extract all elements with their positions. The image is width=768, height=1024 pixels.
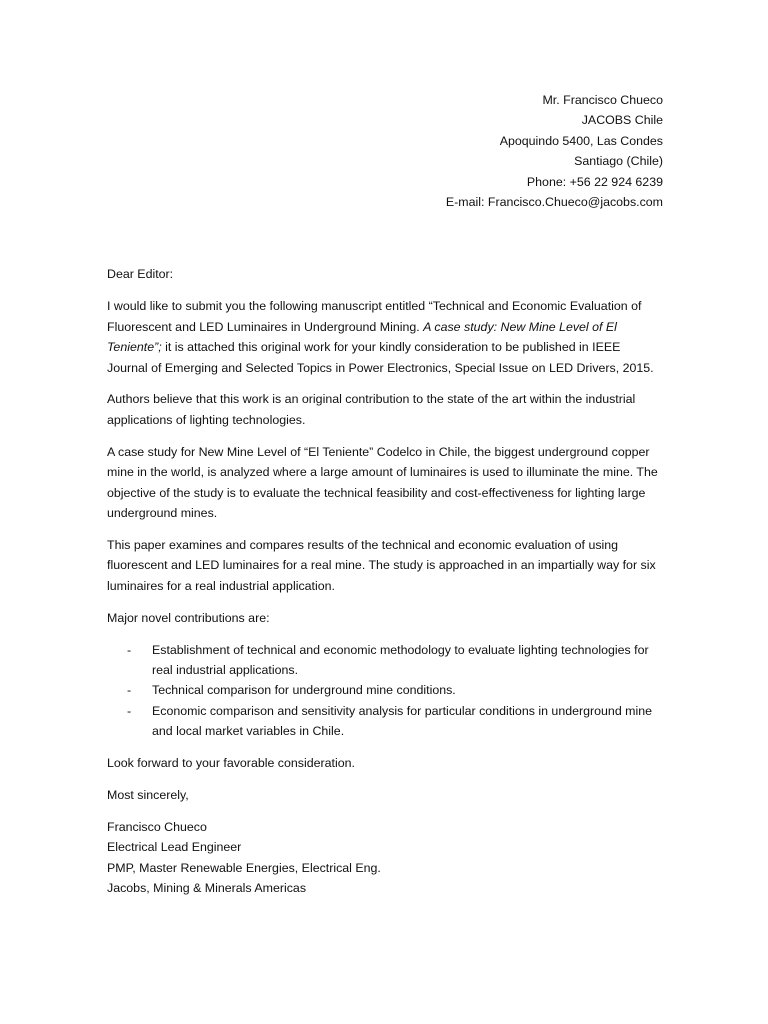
intro-paragraph xyxy=(107,296,663,378)
sender-phone: Phone: +56 22 924 6239 xyxy=(526,174,663,189)
signature-name: Francisco Chueco xyxy=(107,819,207,834)
authors-paragraph: Authors believe that this work is an original contribution to the state of the art within the industrial applications of lighting technologies. xyxy=(107,392,636,427)
bullet-dash: - xyxy=(127,642,132,657)
signature-credentials: PMP, Master Renewable Energies, Electrical Eng. xyxy=(107,860,381,875)
list-item xyxy=(107,680,663,700)
intro-text-part1: I would like to submit you the following manuscript entitled “Technical and Economic Evaluation of Fluorescent and LED Luminaires in Underground Mining. xyxy=(107,299,642,334)
intro-text-part2: it is attached this original work for your kindly consideration to be published in IEEE Journal of Emerging and Selected Topics in Power Electronics, Special Issue on LED Drivers, 2015. xyxy=(107,340,654,375)
bullet-dash: - xyxy=(127,703,132,718)
sender-street-address: Apoquindo 5400, Las Condes xyxy=(499,133,663,148)
contributions-list xyxy=(107,640,663,742)
signature-block xyxy=(107,817,663,899)
contribution-text: Economic comparison and sensitivity analysis for particular conditions in underground mine and local market variables in Chile. xyxy=(152,703,653,739)
sender-address-block xyxy=(107,90,663,212)
sender-name: Mr. Francisco Chueco xyxy=(542,93,663,107)
examines-paragraph: This paper examines and compares results of the technical and economic evaluation of using fluorescent and LED luminaires for a real mine. The study is approached in an impartially way for six luminaires for a real industrial application. xyxy=(107,537,656,593)
contribution-text: Establishment of technical and economic methodology to evaluate lighting technologies for real industrial applications. xyxy=(152,642,649,677)
signature-company: Jacobs, Mining & Minerals Americas xyxy=(107,881,307,896)
list-item xyxy=(107,701,663,742)
intro-italic-subtitle: A case study: New Mine Level of El Teniente”; xyxy=(107,319,617,355)
bullet-dash: - xyxy=(127,683,132,698)
closing-sincerely: Most sincerely, xyxy=(107,787,189,802)
sender-email: E-mail: Francisco.Chueco@jacobs.com xyxy=(445,195,663,210)
cover-letter xyxy=(107,90,663,899)
contribution-text: Technical comparison for underground mine conditions. xyxy=(152,683,456,698)
list-item xyxy=(107,640,663,681)
case-study-paragraph: A case study for New Mine Level of “El Teniente” Codelco in Chile, the biggest underground copper mine in the world, is analyzed where a large amount of luminaires is used to illuminate the mine. The objective of the study is to evaluate the technical feasibility and cost-effectiveness for lighting large underground mines. xyxy=(107,444,658,520)
closing-forward: Look forward to your favorable consideration. xyxy=(107,756,355,771)
signature-title: Electrical Lead Engineer xyxy=(107,840,242,855)
sender-company: JACOBS Chile xyxy=(581,113,663,128)
sender-city: Santiago (Chile) xyxy=(574,154,663,169)
contributions-intro: Major novel contributions are: xyxy=(107,610,270,625)
salutation: Dear Editor: xyxy=(107,267,174,282)
